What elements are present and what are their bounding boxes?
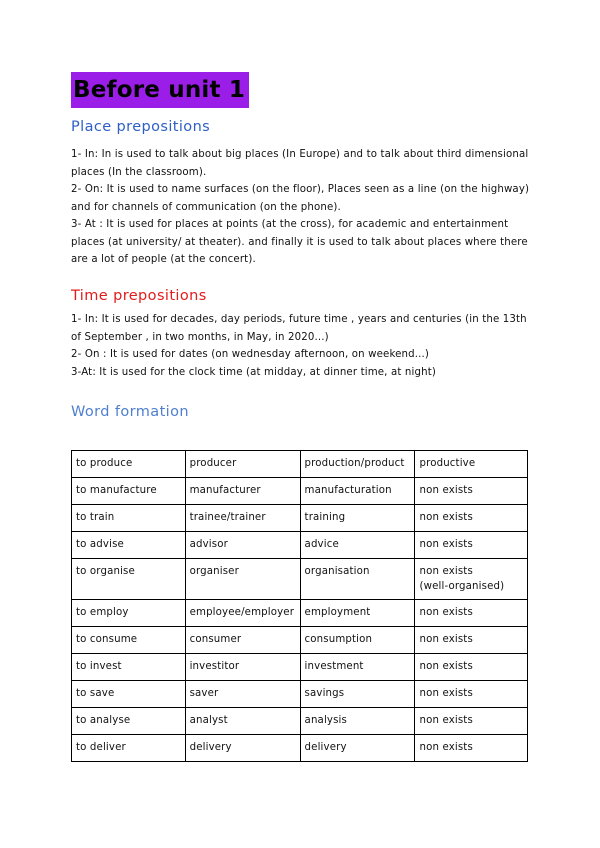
table-cell-verb: to consume xyxy=(72,627,186,654)
table-cell-noun: advice xyxy=(300,532,415,559)
table-cell-adjective: non exists xyxy=(415,505,528,532)
table-cell-person: manufacturer xyxy=(185,478,300,505)
table-cell-adjective: non exists xyxy=(415,532,528,559)
time-paragraph-on: 2- On : It is used for dates (on wednesday afternoon, on weekend...) xyxy=(71,349,430,360)
table-cell-person: delivery xyxy=(185,735,300,762)
table-cell-adjective: non exists xyxy=(415,681,528,708)
table-row xyxy=(72,681,528,708)
table-row xyxy=(72,532,528,559)
table-cell-verb: to train xyxy=(72,505,186,532)
table-cell-verb: to analyse xyxy=(72,708,186,735)
place-paragraph-in: 1- In: In is used to talk about big places (In Europe) and to talk about third dimensional places (In the classroom). xyxy=(71,149,529,178)
table-row xyxy=(72,451,528,478)
table-cell-noun: manufacturation xyxy=(300,478,415,505)
table-cell-person: investitor xyxy=(185,654,300,681)
table-cell-adjective: non exists xyxy=(415,654,528,681)
table-cell-verb: to organise xyxy=(72,559,186,600)
time-prepositions-text xyxy=(71,311,533,381)
table-cell-adjective: productive xyxy=(415,451,528,478)
table-row xyxy=(72,505,528,532)
table-cell-noun: organisation xyxy=(300,559,415,600)
place-paragraph-at: 3- At : It is used for places at points (at the cross), for academic and entertainment places (at university/ at theater). and finally it is used to talk about places where there are a lot of people (at the concert). xyxy=(71,219,528,265)
table-cell-verb: to employ xyxy=(72,600,186,627)
table-cell-adjective: non exists (well-organised) xyxy=(415,559,528,600)
table-cell-person: analyst xyxy=(185,708,300,735)
table-row xyxy=(72,654,528,681)
table-row xyxy=(72,708,528,735)
page-title: Before unit 1 xyxy=(71,72,249,108)
table-cell-noun: consumption xyxy=(300,627,415,654)
table-cell-adjective: non exists xyxy=(415,600,528,627)
place-prepositions-text xyxy=(71,146,533,269)
table-cell-noun: savings xyxy=(300,681,415,708)
table-cell-verb: to save xyxy=(72,681,186,708)
table-row xyxy=(72,600,528,627)
table-row xyxy=(72,735,528,762)
table-row xyxy=(72,559,528,600)
table-cell-verb: to manufacture xyxy=(72,478,186,505)
table-cell-adjective: non exists xyxy=(415,627,528,654)
table-cell-noun: production/product xyxy=(300,451,415,478)
table-cell-verb: to deliver xyxy=(72,735,186,762)
table-cell-adjective: non exists xyxy=(415,478,528,505)
table-cell-person: employee/employer xyxy=(185,600,300,627)
table-cell-noun: training xyxy=(300,505,415,532)
place-paragraph-on: 2- On: It is used to name surfaces (on the floor), Places seen as a line (on the highway) and for channels of communication (on the phone). xyxy=(71,184,530,213)
time-paragraph-in: 1- In: It is used for decades, day periods, future time , years and centuries (in the 13th of September , in two months, in May, in 2020...) xyxy=(71,314,527,343)
table-cell-person: consumer xyxy=(185,627,300,654)
table-cell-person: producer xyxy=(185,451,300,478)
word-formation-table xyxy=(71,450,528,762)
table-cell-person: advisor xyxy=(185,532,300,559)
time-paragraph-at: 3-At: It is used for the clock time (at midday, at dinner time, at night) xyxy=(71,366,436,378)
table-cell-verb: to produce xyxy=(72,451,186,478)
word-formation-heading: Word formation xyxy=(71,404,189,420)
table-cell-noun: analysis xyxy=(300,708,415,735)
table-cell-person: saver xyxy=(185,681,300,708)
table-cell-person: trainee/trainer xyxy=(185,505,300,532)
table-cell-noun: delivery xyxy=(300,735,415,762)
table-cell-noun: employment xyxy=(300,600,415,627)
table-cell-verb: to advise xyxy=(72,532,186,559)
table-cell-adjective: non exists xyxy=(415,735,528,762)
table-cell-verb: to invest xyxy=(72,654,186,681)
table-cell-adjective: non exists xyxy=(415,708,528,735)
time-prepositions-heading: Time prepositions xyxy=(71,288,207,304)
place-prepositions-heading: Place prepositions xyxy=(71,119,211,135)
table-cell-person: organiser xyxy=(185,559,300,600)
table-row xyxy=(72,478,528,505)
table-row xyxy=(72,627,528,654)
table-cell-noun: investment xyxy=(300,654,415,681)
